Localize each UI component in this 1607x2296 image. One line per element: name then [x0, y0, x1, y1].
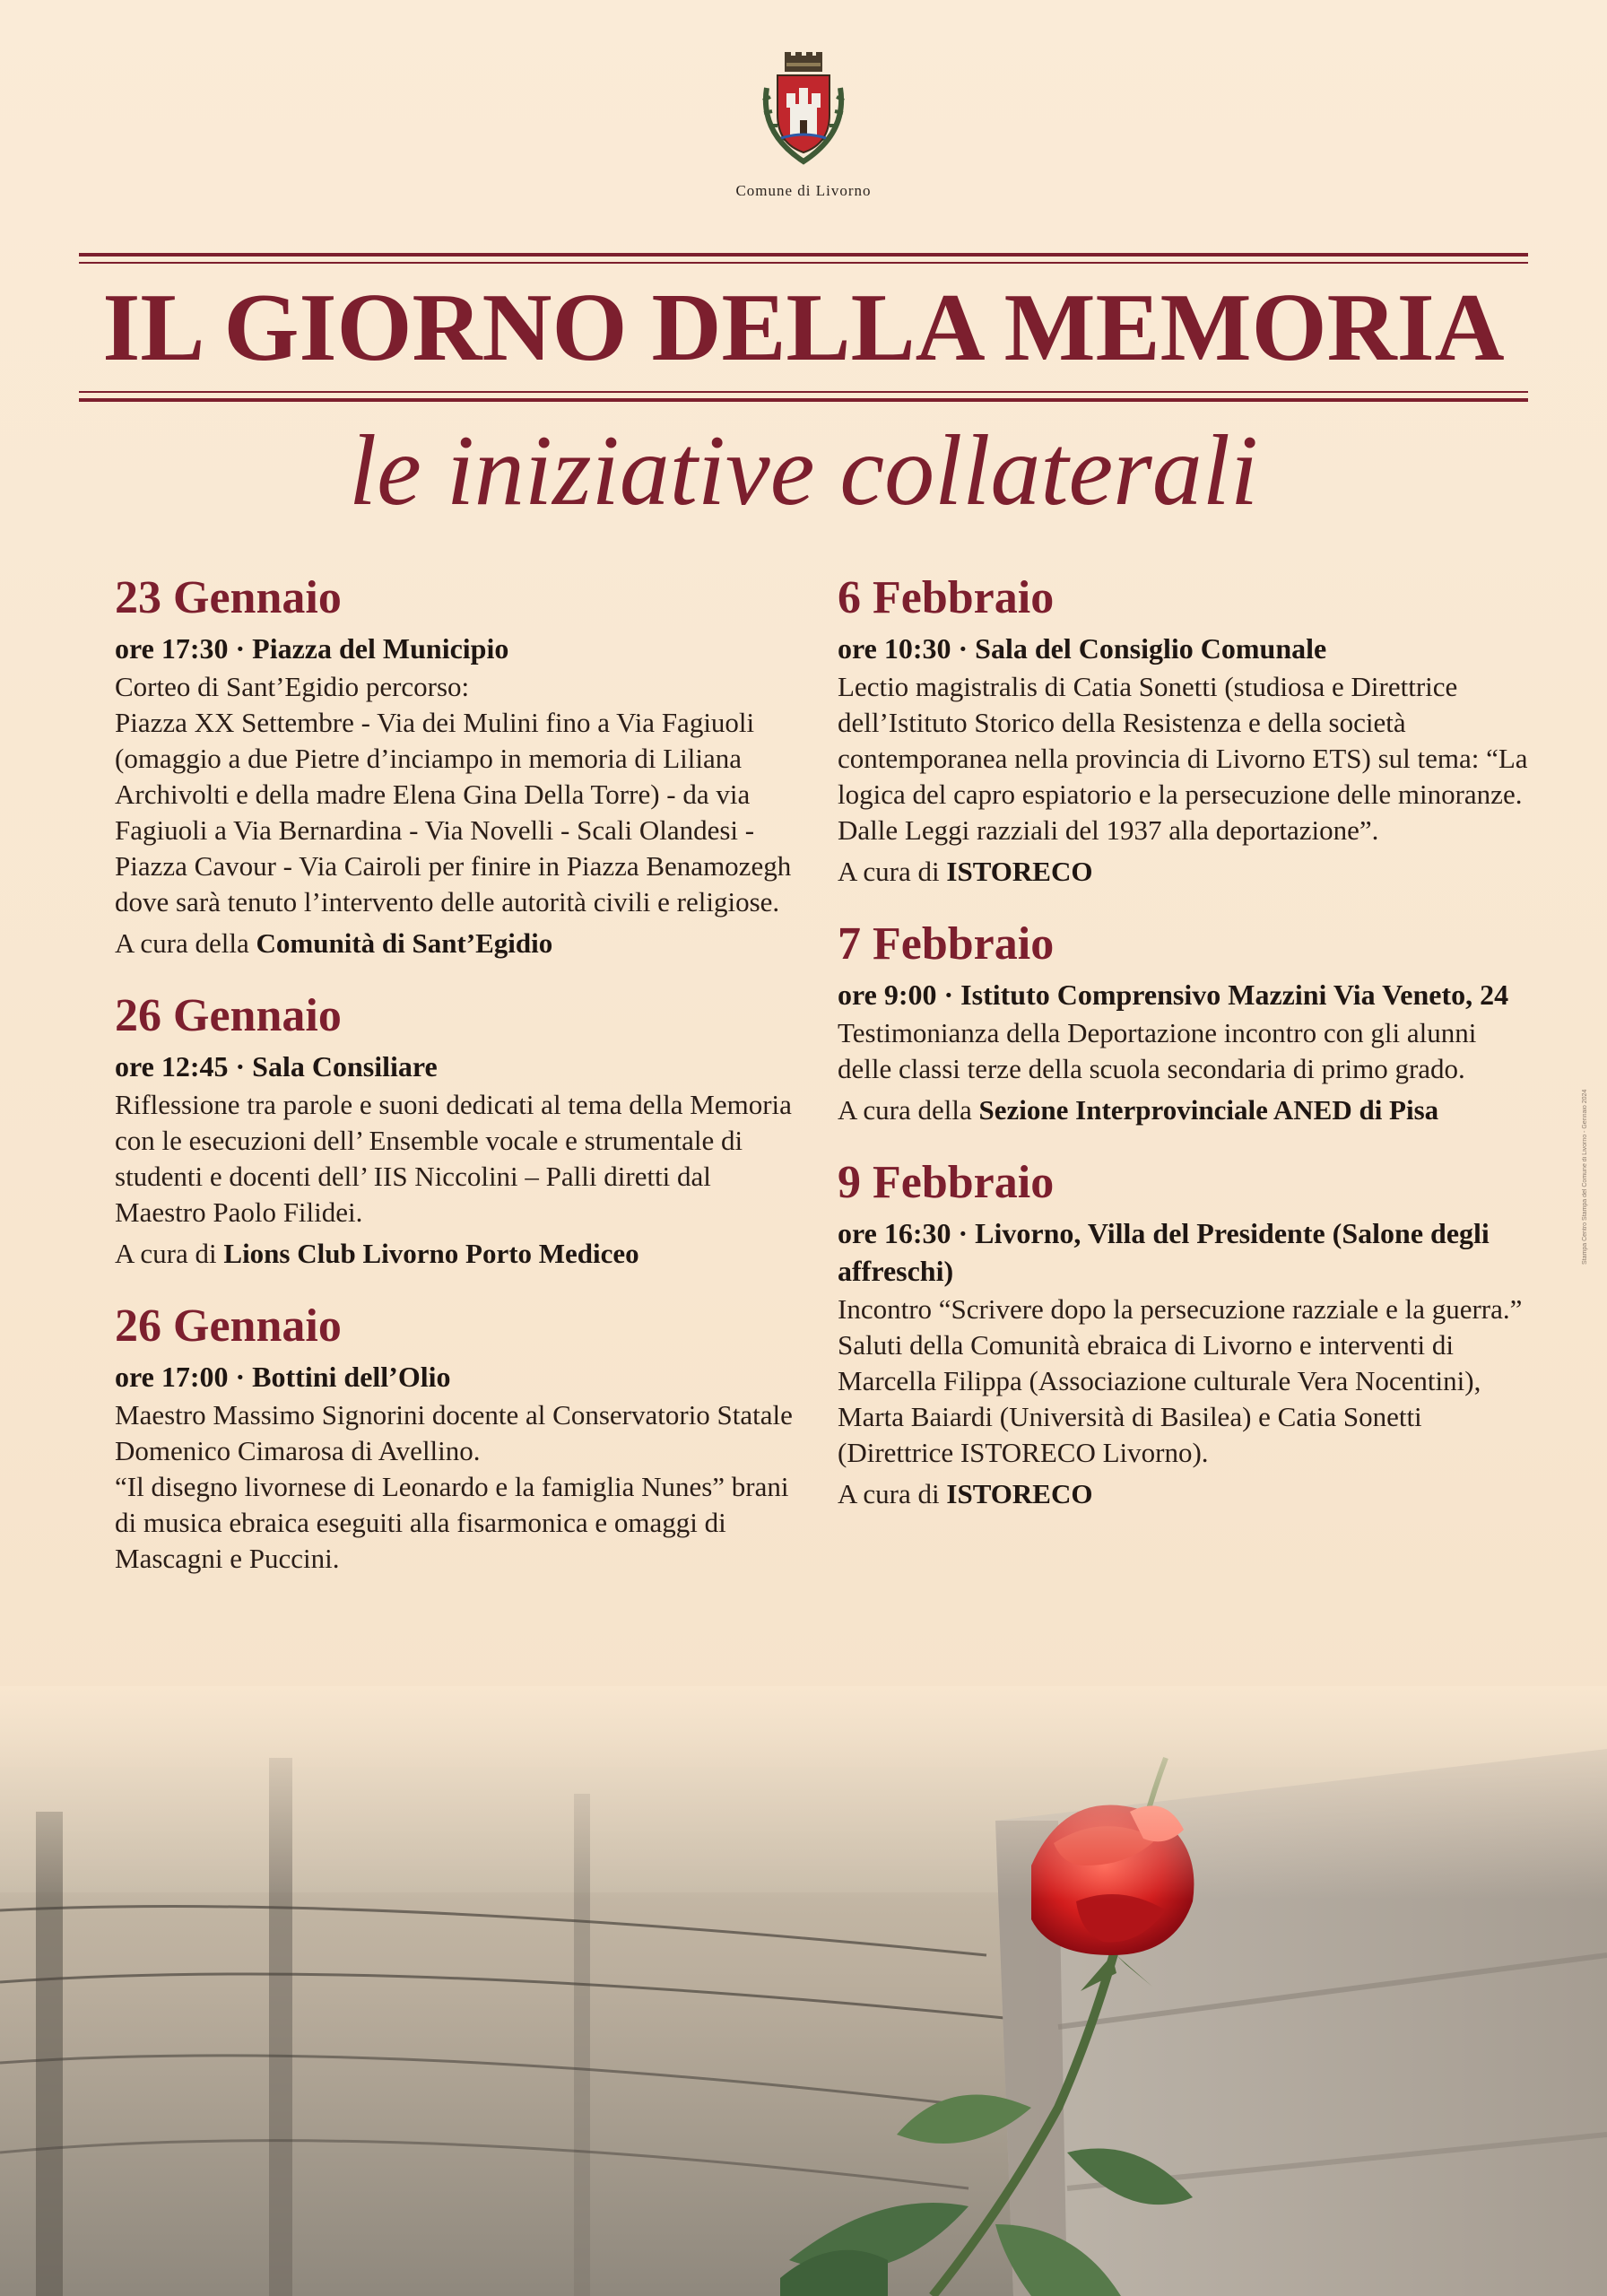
- event-description: Incontro “Scrivere dopo la persecuzione razziale e la guerra.” Saluti della Comunità ebraica di Livorno e interventi di Marcella Filippa (Associazione culturale Vera Nocentini), Marta Baiardi (Università di Basilea) e Catia Sonetti (Direttrice ISTORECO Livorno).: [838, 1293, 1523, 1468]
- event-item: [115, 985, 805, 1272]
- event-time-place: ore 17:00 · Bottini dell’Olio: [115, 1361, 451, 1393]
- event-credit-org: Lions Club Livorno Porto Mediceo: [223, 1238, 639, 1269]
- title-rule-bottom-thin: [79, 391, 1528, 393]
- comune-label: Comune di Livorno: [735, 182, 872, 199]
- event-time-place: ore 12:45 · Sala Consiliare: [115, 1050, 438, 1083]
- event-time-place: ore 10:30 · Sala del Consiglio Comunale: [838, 632, 1327, 665]
- title-rule-bottom: [79, 398, 1528, 402]
- event-credit-prefix: A cura di: [115, 1238, 217, 1269]
- event-credit-prefix: A cura di: [838, 1478, 940, 1509]
- event-credit-prefix: A cura di: [838, 856, 940, 887]
- event-description: Testimonianza della Deportazione incontro con gli alunni delle classi terze della scuola secondaria di primo grado.: [838, 1017, 1477, 1084]
- event-credit-org: Sezione Interprovinciale ANED di Pisa: [978, 1094, 1439, 1126]
- print-credit-note: Stampa Centro Stampa del Comune di Livorno - Gennaio 2024: [1582, 1089, 1588, 1265]
- event-item: [838, 913, 1537, 1128]
- events-right-column: [838, 567, 1537, 1535]
- event-item: [115, 1295, 805, 1577]
- castle-crest-icon: [754, 52, 853, 169]
- event-credit: [115, 926, 805, 961]
- event-date: 6 Febbraio: [838, 572, 1055, 623]
- event-item: [838, 567, 1537, 890]
- title-rule-top-thin: [79, 262, 1528, 264]
- event-description: Lectio magistralis di Catia Sonetti (studiosa e Direttrice dell’Istituto Storico della Resistenza e della società contemporanea nella provincia di Livorno ETS) sul tema: “La logica del capro espiatorio e la persecuzione delle minoranze. Dalle Leggi razziali del 1937 alla deportazione”.: [838, 671, 1528, 846]
- event-description: Riflessione tra parole e suoni dedicati al tema della Memoria con le esecuzioni dell’ Ensemble vocale e strumentale di studenti e docenti dell’ IIS Niccolini – Palli diretti dal Maestro Paolo Filidei.: [115, 1089, 792, 1228]
- event-date: 9 Febbraio: [838, 1157, 1055, 1208]
- event-description: Corteo di Sant’Egidio percorso: Piazza XX Settembre - Via dei Mulini fino a Via Fagiuoli (omaggio a due Pietre d’inciampo in memoria di Liliana Archivolti e della madre Elena Gina Della Torre) - da via Fagiuoli a Via Bernardina - Via Novelli - Scali Olandesi - Piazza Cavour - Via Cairoli per finire in Piazza Benamozegh dove sarà tenuto l’intervento delle autorità civili e religiose.: [115, 671, 792, 918]
- event-item: [115, 567, 805, 961]
- event-credit: [838, 1476, 1537, 1512]
- page-title: IL GIORNO DELLA MEMORIA: [102, 274, 1505, 381]
- event-date: 23 Gennaio: [115, 572, 342, 623]
- event-credit: [115, 1236, 805, 1272]
- event-credit-prefix: A cura della: [838, 1094, 972, 1126]
- event-time-place: ore 9:00 · Istituto Comprensivo Mazzini Via Veneto, 24: [838, 978, 1509, 1011]
- event-description: Maestro Massimo Signorini docente al Conservatorio Statale Domenico Cimarosa di Avellino. “Il disegno livornese di Leonardo e la famiglia Nunes” brani di musica ebraica eseguiti alla fisarmonica e omaggi di Mascagni e Puccini.: [115, 1399, 793, 1574]
- event-credit: [838, 1092, 1537, 1128]
- event-credit-org: ISTORECO: [946, 1478, 1093, 1509]
- page-subtitle: le iniziative collaterali: [348, 415, 1258, 526]
- event-date: 7 Febbraio: [838, 918, 1055, 970]
- event-item: [838, 1152, 1537, 1512]
- event-credit: [838, 854, 1537, 890]
- event-time-place: ore 17:30 · Piazza del Municipio: [115, 632, 509, 665]
- event-credit-org: ISTORECO: [946, 856, 1093, 887]
- events-left-column: [115, 567, 805, 1600]
- event-date: 26 Gennaio: [115, 1300, 342, 1352]
- event-time-place: ore 16:30 · Livorno, Villa del Presidente (Salone degli affreschi): [838, 1217, 1490, 1287]
- event-credit-prefix: A cura della: [115, 927, 249, 959]
- title-rule-top: [79, 253, 1528, 257]
- memorial-photo: [0, 1686, 1607, 2296]
- header: [0, 52, 1607, 200]
- rose-and-barbed-wire-image: [0, 1686, 1607, 2296]
- event-date: 26 Gennaio: [115, 990, 342, 1041]
- event-credit-org: Comunità di Sant’Egidio: [256, 927, 553, 959]
